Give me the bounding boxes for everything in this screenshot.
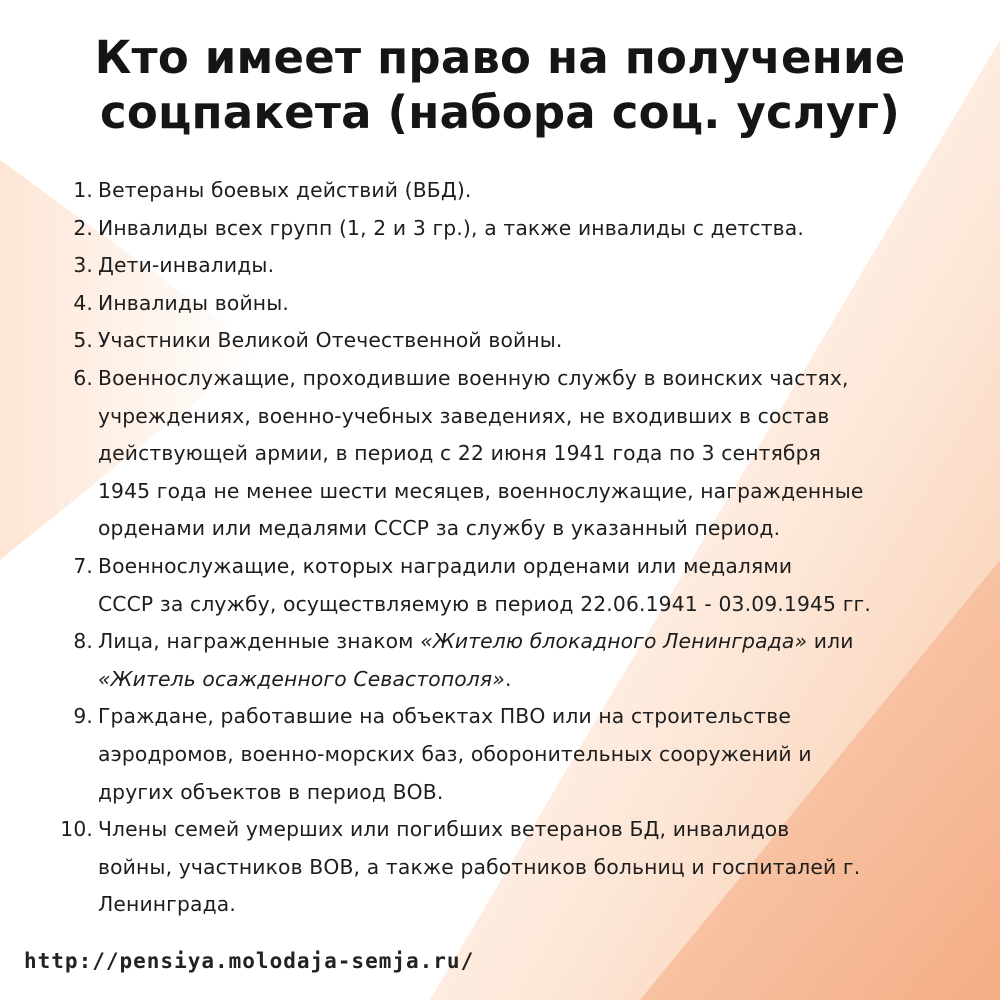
list-item xyxy=(0,322,1000,360)
list-item xyxy=(0,811,1000,924)
item-text-line: Ленинграда. xyxy=(98,892,236,917)
item-text-line: Члены семей умерших или погибших ветеранов БД, инвалидов xyxy=(98,817,790,842)
eligibility-list xyxy=(0,172,1000,924)
quote-leningrad-badge: «Жителю блокадного Ленинграда» xyxy=(420,629,808,654)
source-url[interactable]: http://pensiya.molodaja-semja.ru/ xyxy=(24,949,475,973)
title-line-1: Кто имеет право на получение xyxy=(94,31,906,84)
item-text-line: аэродромов, военно-морских баз, оборонительных сооружений и xyxy=(98,741,812,766)
item-text-line: действующей армии, в период с 22 июня 1941 года по 3 сентября xyxy=(98,441,821,466)
item-text-line: Граждане, работавшие на объектах ПВО или на строительстве xyxy=(98,704,791,729)
item-text: Инвалиды войны. xyxy=(98,290,289,315)
quote-sevastopol-badge: «Житель осажденного Севастополя» xyxy=(98,666,505,691)
list-item xyxy=(0,210,1000,248)
list-item xyxy=(0,360,1000,548)
item-number: 6. xyxy=(73,365,93,390)
item-text: Участники Великой Отечественной войны. xyxy=(98,328,563,353)
item-text-line: учреждениях, военно-учебных заведениях, не входивших в состав xyxy=(98,403,830,428)
item-text-line: Военнослужащие, которых наградили орденами или медалями xyxy=(98,553,793,578)
item-text-line: 1945 года не менее шести месяцев, военнослужащие, награжденные xyxy=(98,478,864,503)
item-text-line: орденами или медалями СССР за службу в указанный период. xyxy=(98,516,781,541)
item-text-line: Военнослужащие, проходившие военную службу в воинских частях, xyxy=(98,365,849,390)
item-number: 1. xyxy=(73,178,93,202)
page-title xyxy=(30,30,970,140)
item-text-line: СССР за службу, осуществляемую в период 22.06.1941 - 03.09.1945 гг. xyxy=(98,591,871,616)
item-text-line: других объектов в период ВОВ. xyxy=(98,779,444,804)
item-number: 3. xyxy=(73,253,93,278)
item-text: или xyxy=(807,629,854,654)
list-item xyxy=(0,623,1000,698)
item-text: Дети-инвалиды. xyxy=(98,253,275,278)
item-text-line: войны, участников ВОВ, а также работников больниц и госпиталей г. xyxy=(98,854,861,879)
item-number: 8. xyxy=(73,629,93,654)
list-item xyxy=(0,698,1000,811)
item-text: Лица, награжденные знаком xyxy=(98,629,421,654)
item-text: Инвалиды всех групп (1, 2 и 3 гр.), а также инвалиды с детства. xyxy=(98,215,804,240)
item-number: 10. xyxy=(60,817,93,842)
item-text: Ветераны боевых действий (ВБД). xyxy=(98,178,472,202)
list-item xyxy=(0,247,1000,285)
item-number: 5. xyxy=(73,328,93,353)
list-item xyxy=(0,285,1000,323)
item-text: . xyxy=(504,666,512,691)
item-number: 4. xyxy=(73,290,93,315)
item-number: 7. xyxy=(73,553,93,578)
item-number: 9. xyxy=(73,704,93,729)
item-number: 2. xyxy=(73,215,93,240)
list-item xyxy=(0,172,1000,210)
title-line-2: соцпакета (набора соц. услуг) xyxy=(99,86,901,139)
list-item xyxy=(0,548,1000,623)
